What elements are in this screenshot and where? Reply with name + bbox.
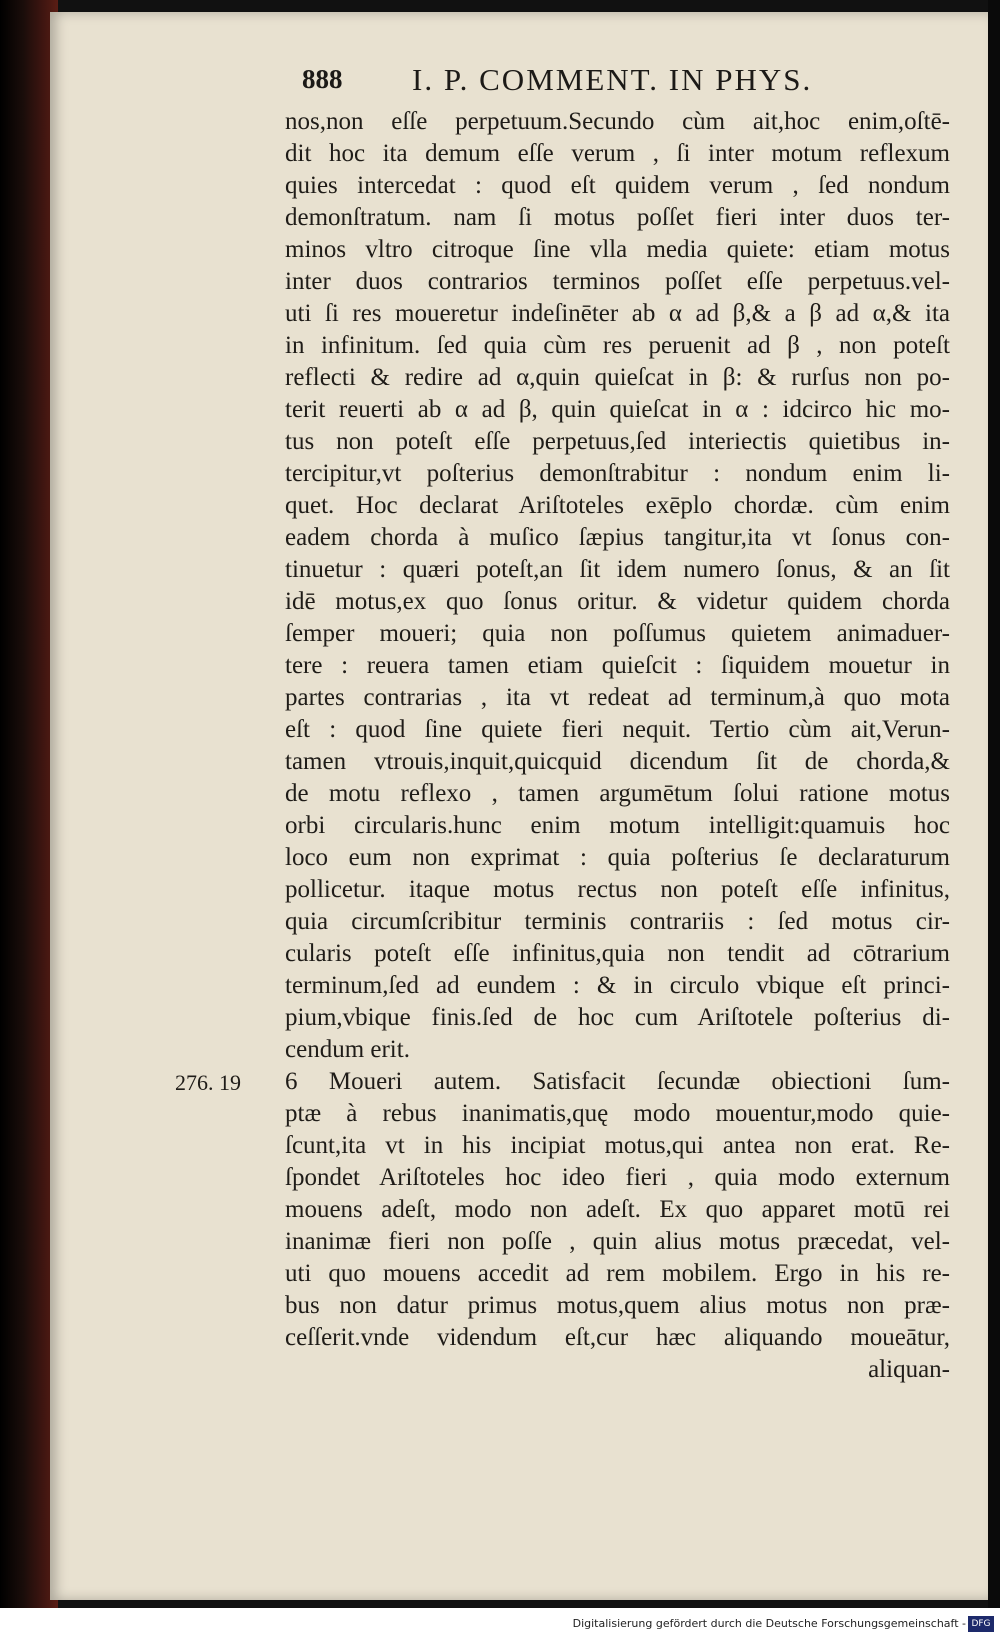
footer bbox=[0, 1608, 1000, 1638]
paragraph-commentary-2 bbox=[285, 1066, 950, 1354]
page-body bbox=[285, 106, 950, 1386]
paragraph-commentary-1 bbox=[285, 106, 950, 1066]
text-line: nos,non eſſe perpetuum.Secundo cùm ait,hoc enim,oſtē- bbox=[285, 108, 950, 135]
text-line: cularis poteſt eſſe infinitus,quia non tendit ad cōtrarium bbox=[285, 940, 950, 967]
text-line: minos vltro citroque ſine vlla media quiete: etiam motus bbox=[285, 236, 950, 263]
text-line: ptæ à rebus inanimatis,quę modo mouentur,modo quie- bbox=[285, 1100, 950, 1127]
text-line: partes contrarias , ita vt redeat ad terminum,à quo mota bbox=[285, 684, 950, 711]
footer-credit: Digitalisierung gefördert durch die Deutsche Forschungsgemeinschaft - bbox=[572, 1617, 966, 1630]
text-line: uti ſi res moueretur indeſinēter ab α ad β,& a β ad α,& ita bbox=[285, 300, 950, 327]
dfg-logo: DFG bbox=[968, 1616, 994, 1632]
text-line: loco eum non exprimat : quia poſterius ſe declaraturum bbox=[285, 844, 950, 871]
page-right-edge bbox=[988, 0, 1000, 1608]
text-line: bus non datur primus motus,quem alius motus non præ- bbox=[285, 1292, 950, 1319]
text-line: pollicetur. itaque motus rectus non poteſt eſſe infinitus, bbox=[285, 876, 950, 903]
text-line: pium,vbique finis.ſed de hoc cum Ariſtotele poſterius di- bbox=[285, 1004, 950, 1031]
text-line: inanimæ fieri non poſſe , quin alius motus præcedat, vel- bbox=[285, 1228, 950, 1255]
text-line: eadem chorda à muſico ſæpius tangitur,ita vt ſonus con- bbox=[285, 524, 950, 551]
page-header bbox=[302, 62, 862, 106]
text-line: tamen vtrouis,inquit,quicquid dicendum ſit de chorda,& bbox=[285, 748, 950, 775]
running-head: I. P. COMMENT. IN PHYS. bbox=[412, 62, 813, 97]
text-line: ſemper moueri; quia non poſſumus quietem animaduer- bbox=[285, 620, 950, 647]
margin-reference: 276. 19 bbox=[175, 1070, 241, 1095]
text-line: orbi circularis.hunc enim motum intelligit:quamuis hoc bbox=[285, 812, 950, 839]
text-line: terit reuerti ab α ad β, quin quieſcat in α : idcirco hic mo- bbox=[285, 396, 950, 423]
text-line: dit hoc ita demum eſſe verum , ſi inter motum reflexum bbox=[285, 140, 950, 167]
text-line: quies intercedat : quod eſt quidem verum , ſed nondum bbox=[285, 172, 950, 199]
page-number: 888 bbox=[302, 64, 343, 94]
text-line: mouens adeſt, modo non adeſt. Ex quo apparet motū rei bbox=[285, 1196, 950, 1223]
text-line: ſcunt,ita vt in his incipiat motus,qui antea non erat. Re- bbox=[285, 1132, 950, 1159]
text-line: reflecti & redire ad α,quin quieſcat in β: & rurſus non po- bbox=[285, 364, 950, 391]
text-line: 6 Moueri autem. Satisfacit ſecundæ obiectioni ſum- bbox=[285, 1068, 950, 1095]
text-line: tus non poteſt eſſe perpetuus,ſed interiectis quietibus in- bbox=[285, 428, 950, 455]
text-line: inter duos contrarios terminos poſſet eſſe perpetuus.vel- bbox=[285, 268, 950, 295]
text-line: tercipitur,vt poſterius demonſtrabitur : nondum enim li- bbox=[285, 460, 950, 487]
text-line: de motu reflexo , tamen argumētum ſolui ratione motus bbox=[285, 780, 950, 807]
text-line: tere : reuera tamen etiam quieſcit : ſiquidem mouetur in bbox=[285, 652, 950, 679]
catchword: aliquan- bbox=[868, 1356, 950, 1383]
text-line: ceſſerit.vnde videndum eſt,cur hæc aliquando moueātur, bbox=[285, 1324, 950, 1351]
text-line: quia circumſcribitur terminis contrariis : ſed motus cir- bbox=[285, 908, 950, 935]
text-line: demonſtratum. nam ſi motus poſſet fieri inter duos ter- bbox=[285, 204, 950, 231]
text-line: quet. Hoc declarat Ariſtoteles exēplo chordæ. cùm enim bbox=[285, 492, 950, 519]
text-line: cendum erit. bbox=[285, 1036, 410, 1063]
text-line: uti quo mouens accedit ad rem mobilem. Ergo in his re- bbox=[285, 1260, 950, 1287]
text-line: ſpondet Ariſtoteles hoc ideo fieri , quia modo externum bbox=[285, 1164, 950, 1191]
text-line: eſt : quod ſine quiete fieri nequit. Tertio cùm ait,Verun- bbox=[285, 716, 950, 743]
text-line: in infinitum. ſed quia cùm res peruenit ad β , non poteſt bbox=[285, 332, 950, 359]
text-line: terminum,ſed ad eundem : & in circulo vbique eſt princi- bbox=[285, 972, 950, 999]
text-line: tinuetur : quæri poteſt,an ſit idem numero ſonus, & an ſit bbox=[285, 556, 950, 583]
text-line: idē motus,ex quo ſonus oritur. & videtur quidem chorda bbox=[285, 588, 950, 615]
